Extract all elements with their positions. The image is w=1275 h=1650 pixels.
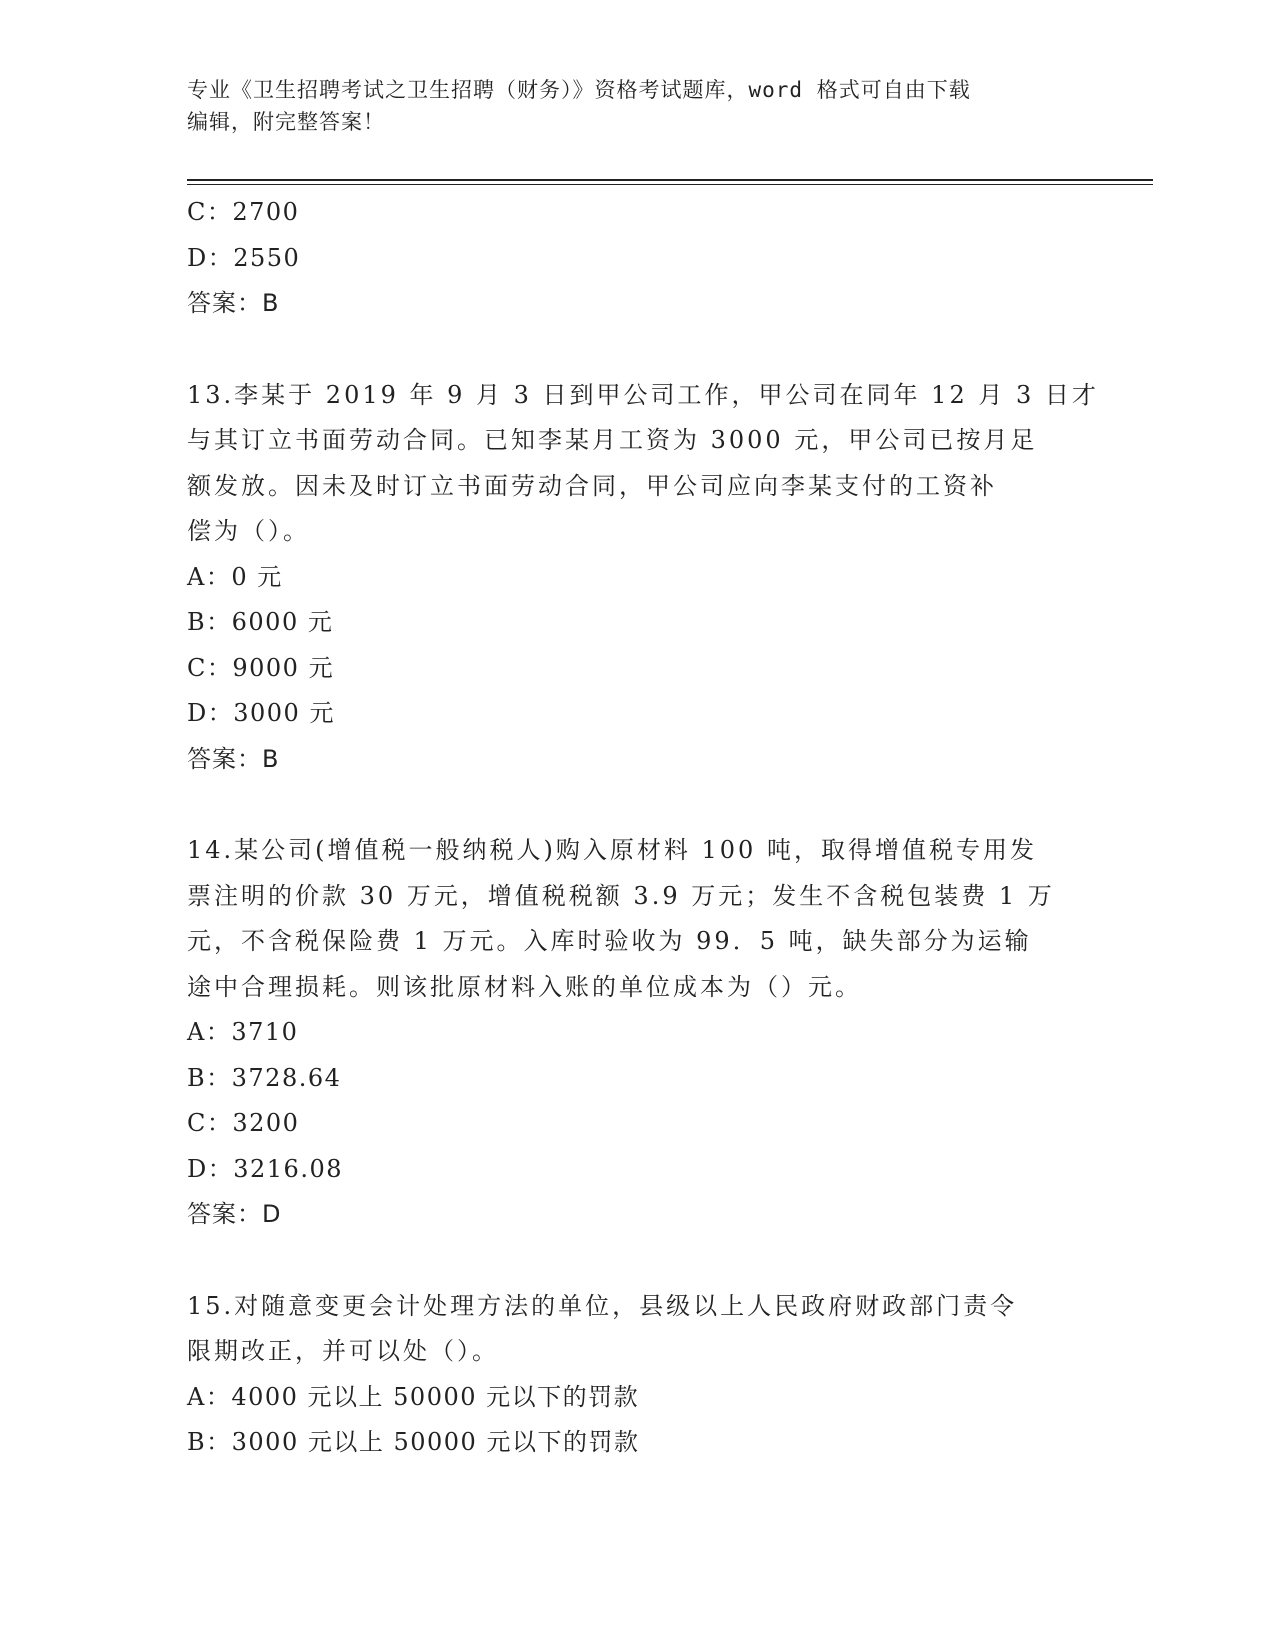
spacer <box>187 1238 1087 1284</box>
spacer <box>187 782 1087 828</box>
q13-option-b: B：6000 元 <box>187 608 334 636</box>
q12-answer: 答案：B <box>187 289 280 317</box>
header-line-1: 专业《卫生招聘考试之卫生招聘（财务）》资格考试题库，word 格式可自由下载 <box>187 78 971 102</box>
q15-option-a: A：4000 元以上 50000 元以下的罚款 <box>187 1382 640 1411</box>
q13-answer: 答案：B <box>187 744 280 773</box>
header-divider-thin <box>187 184 1153 185</box>
document-header <box>187 74 1087 138</box>
q12-option-c: C：2700 <box>187 198 300 226</box>
question-list <box>187 190 1099 1466</box>
q13-stem-line: 偿为（）。 <box>187 517 310 545</box>
q13-stem-line: 13.李某于 2019 年 9 月 3 日到甲公司工作，甲公司在同年 12 月 3 日才 <box>187 380 1099 409</box>
q13-stem-line: 与其订立书面劳动合同。已知李某月工资为 3000 元，甲公司已按月足 <box>187 426 1038 454</box>
question-14 <box>187 828 1087 1238</box>
q14-option-b: B：3728.64 <box>187 1063 342 1092</box>
question-13 <box>187 373 1099 783</box>
header-divider-thick <box>187 179 1153 181</box>
q14-stem-line: 元，不含税保险费 1 万元。入库时验收为 99．5 吨，缺失部分为运输 <box>187 927 1032 955</box>
q15-stem-line: 15.对随意变更会计处理方法的单位，县级以上人民政府财政部门责令 <box>187 1291 1018 1320</box>
q14-option-d: D：3216.08 <box>187 1154 343 1183</box>
q13-option-a: A：0 元 <box>187 562 283 591</box>
q14-option-c: C：3200 <box>187 1109 300 1137</box>
question-15 <box>187 1284 1087 1466</box>
q14-stem-line: 票注明的价款 30 万元，增值税税额 3.9 万元；发生不含税包装费 1 万 <box>187 881 1055 910</box>
spacer <box>187 327 1087 373</box>
q13-option-c: C：9000 元 <box>187 653 335 682</box>
question-12 <box>187 190 1087 327</box>
header-line-2: 编辑，附完整答案！ <box>187 110 385 134</box>
q12-option-d: D：2550 <box>187 243 301 272</box>
q14-option-a: A：3710 <box>187 1018 299 1046</box>
q14-stem-line: 途中合理损耗。则该批原材料入账的单位成本为（）元。 <box>187 972 862 1001</box>
q13-option-d: D：3000 元 <box>187 699 335 727</box>
q14-stem-line: 14.某公司(增值税一般纳税人)购入原材料 100 吨，取得增值税专用发 <box>187 836 1037 864</box>
q15-option-b: B：3000 元以上 50000 元以下的罚款 <box>187 1428 640 1456</box>
q13-stem-line: 额发放。因未及时订立书面劳动合同，甲公司应向李某支付的工资补 <box>187 471 997 500</box>
q15-stem-line: 限期改正，并可以处（）。 <box>187 1337 499 1365</box>
q14-answer: 答案：D <box>187 1200 282 1228</box>
